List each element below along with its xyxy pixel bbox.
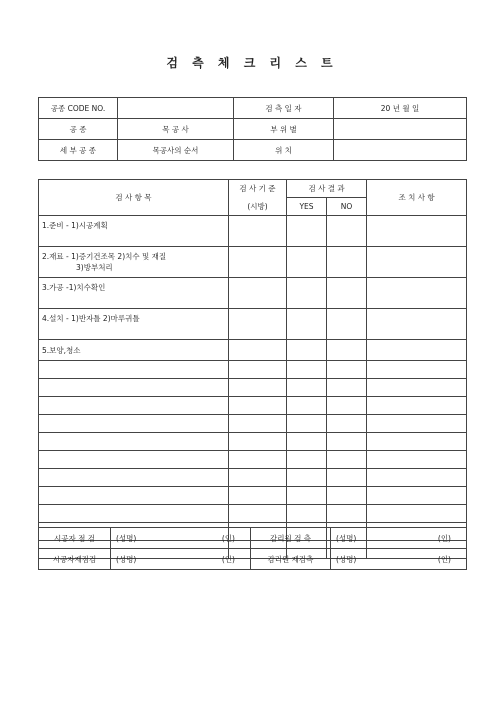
seal-label: (인) — [437, 533, 451, 543]
seal-label: (인) — [221, 554, 235, 564]
signoff-table — [38, 527, 467, 570]
empty-cell[interactable] — [327, 433, 367, 451]
empty-cell[interactable] — [229, 469, 287, 487]
checklist-row — [39, 216, 467, 247]
info-row-code — [39, 98, 467, 119]
checklist-row — [39, 278, 467, 309]
work-code-field[interactable] — [118, 98, 234, 119]
standard-cell[interactable] — [229, 247, 287, 278]
yes-cell[interactable] — [287, 340, 327, 361]
name-label: (성명) — [116, 554, 137, 564]
empty-cell[interactable] — [327, 415, 367, 433]
empty-cell[interactable] — [287, 361, 327, 379]
contractor-recheck-label: 시공자재점검 — [39, 549, 111, 570]
standard-cell[interactable] — [229, 309, 287, 340]
checklist-empty-row — [39, 487, 467, 505]
name-label: (성명) — [336, 554, 357, 564]
checklist-table — [38, 179, 467, 559]
detail-work-label: 세 부 공 종 — [39, 140, 118, 161]
header-inspection-item: 검 사 항 목 — [39, 180, 229, 216]
part-field[interactable] — [334, 119, 467, 140]
empty-cell[interactable] — [327, 379, 367, 397]
no-cell[interactable] — [327, 247, 367, 278]
inspection-date-field[interactable]: 20 년 월 일 — [334, 98, 467, 119]
supervisor-recheck-field[interactable] — [331, 549, 467, 570]
detail-work-field[interactable]: 목공사의 순서 — [118, 140, 234, 161]
checklist-item — [39, 309, 229, 340]
item-text-line2: 3)방부처리 — [76, 263, 113, 272]
empty-cell[interactable] — [229, 451, 287, 469]
empty-cell[interactable] — [287, 379, 327, 397]
yes-cell[interactable] — [287, 278, 327, 309]
standard-cell[interactable] — [229, 216, 287, 247]
empty-cell[interactable] — [39, 433, 229, 451]
yes-cell[interactable] — [287, 309, 327, 340]
empty-cell[interactable] — [287, 397, 327, 415]
header-yes: YES — [287, 198, 327, 216]
header-action: 조 치 사 항 — [367, 180, 467, 216]
empty-cell[interactable] — [327, 397, 367, 415]
info-row-work-type — [39, 119, 467, 140]
checklist-empty-row — [39, 451, 467, 469]
action-cell[interactable] — [367, 278, 467, 309]
contractor-check-field[interactable] — [111, 528, 251, 549]
contractor-recheck-field[interactable] — [111, 549, 251, 570]
action-cell[interactable] — [367, 309, 467, 340]
empty-cell[interactable] — [39, 397, 229, 415]
empty-cell[interactable] — [367, 379, 467, 397]
seal-label: (인) — [437, 554, 451, 564]
header-standard-sub: (시방) — [229, 198, 287, 216]
header-result: 검 사 결 과 — [287, 180, 367, 198]
empty-cell[interactable] — [39, 505, 229, 523]
empty-cell[interactable] — [229, 487, 287, 505]
empty-cell[interactable] — [327, 487, 367, 505]
empty-cell[interactable] — [39, 469, 229, 487]
empty-cell[interactable] — [367, 415, 467, 433]
info-row-detail — [39, 140, 467, 161]
location-field[interactable] — [334, 140, 467, 161]
item-text: 5.보양,청소 — [42, 345, 81, 355]
checklist-row — [39, 309, 467, 340]
empty-cell[interactable] — [327, 505, 367, 523]
item-text: 1.준비 - 1)시공계획 — [42, 221, 108, 230]
empty-cell[interactable] — [287, 505, 327, 523]
no-cell[interactable] — [327, 216, 367, 247]
part-label: 부 위 별 — [234, 119, 334, 140]
empty-cell[interactable] — [367, 487, 467, 505]
empty-cell[interactable] — [229, 415, 287, 433]
empty-cell[interactable] — [39, 415, 229, 433]
checklist-empty-row — [39, 433, 467, 451]
empty-cell[interactable] — [39, 487, 229, 505]
signoff-row-recheck — [39, 549, 467, 570]
checklist-empty-row — [39, 469, 467, 487]
yes-cell[interactable] — [287, 216, 327, 247]
inspection-date-label: 검 측 일 자 — [234, 98, 334, 119]
empty-cell[interactable] — [367, 469, 467, 487]
work-type-field[interactable]: 목 공 사 — [118, 119, 234, 140]
checklist-item — [39, 216, 229, 247]
yes-cell[interactable] — [287, 247, 327, 278]
checklist-empty-row — [39, 397, 467, 415]
empty-cell[interactable] — [367, 505, 467, 523]
no-cell[interactable] — [327, 309, 367, 340]
header-standard: 검 사 기 준 — [229, 180, 287, 198]
empty-cell[interactable] — [327, 469, 367, 487]
seal-label: (인) — [221, 533, 235, 543]
checklist-empty-row — [39, 379, 467, 397]
empty-cell[interactable] — [367, 433, 467, 451]
empty-cell[interactable] — [287, 415, 327, 433]
name-label: (성명) — [116, 533, 137, 543]
empty-cell[interactable] — [367, 361, 467, 379]
checklist-item — [39, 278, 229, 309]
empty-cell[interactable] — [327, 451, 367, 469]
item-text: 2.재료 - 1)증기건조목 2)치수 및 재질 — [42, 252, 167, 261]
empty-cell[interactable] — [229, 379, 287, 397]
location-label: 위 치 — [234, 140, 334, 161]
standard-cell[interactable] — [229, 278, 287, 309]
no-cell[interactable] — [327, 278, 367, 309]
empty-cell[interactable] — [367, 451, 467, 469]
empty-cell[interactable] — [287, 451, 327, 469]
empty-cell[interactable] — [229, 361, 287, 379]
empty-cell[interactable] — [287, 487, 327, 505]
checklist-row — [39, 247, 467, 278]
document-title: 검 측 체 크 리 스 트 — [166, 56, 338, 70]
checklist-item — [39, 247, 229, 278]
checklist-empty-row — [39, 361, 467, 379]
item-text: 3.가공 -1)치수확인 — [42, 283, 106, 292]
empty-cell[interactable] — [39, 379, 229, 397]
empty-cell[interactable] — [229, 397, 287, 415]
empty-cell[interactable] — [229, 433, 287, 451]
empty-cell[interactable] — [287, 469, 327, 487]
empty-cell[interactable] — [287, 433, 327, 451]
supervisor-check-field[interactable] — [331, 528, 467, 549]
checklist-empty-row — [39, 415, 467, 433]
info-table — [38, 97, 467, 161]
action-cell[interactable] — [367, 340, 467, 361]
action-cell[interactable] — [367, 216, 467, 247]
empty-cell[interactable] — [367, 397, 467, 415]
signoff-row-check — [39, 528, 467, 549]
checklist-empty-row — [39, 505, 467, 523]
empty-cell[interactable] — [229, 505, 287, 523]
contractor-check-label: 시공자 점 검 — [39, 528, 111, 549]
empty-cell[interactable] — [39, 451, 229, 469]
empty-cell[interactable] — [327, 361, 367, 379]
item-text: 4.설치 - 1)반자틀 2)마루귀틀 — [42, 314, 140, 323]
work-type-label: 공 종 — [39, 119, 118, 140]
supervisor-recheck-label: 감리원 재검측 — [251, 549, 331, 570]
standard-cell[interactable] — [229, 340, 287, 361]
action-cell[interactable] — [367, 247, 467, 278]
empty-cell[interactable] — [39, 361, 229, 379]
header-no: NO — [327, 198, 367, 216]
checklist-header-row — [39, 180, 467, 198]
checklist-row — [39, 340, 467, 361]
supervisor-check-label: 감리원 검 측 — [251, 528, 331, 549]
no-cell[interactable] — [327, 340, 367, 361]
name-label: (성명) — [336, 533, 357, 543]
checklist-item — [39, 340, 229, 361]
work-code-label: 공종 CODE NO. — [39, 98, 118, 119]
